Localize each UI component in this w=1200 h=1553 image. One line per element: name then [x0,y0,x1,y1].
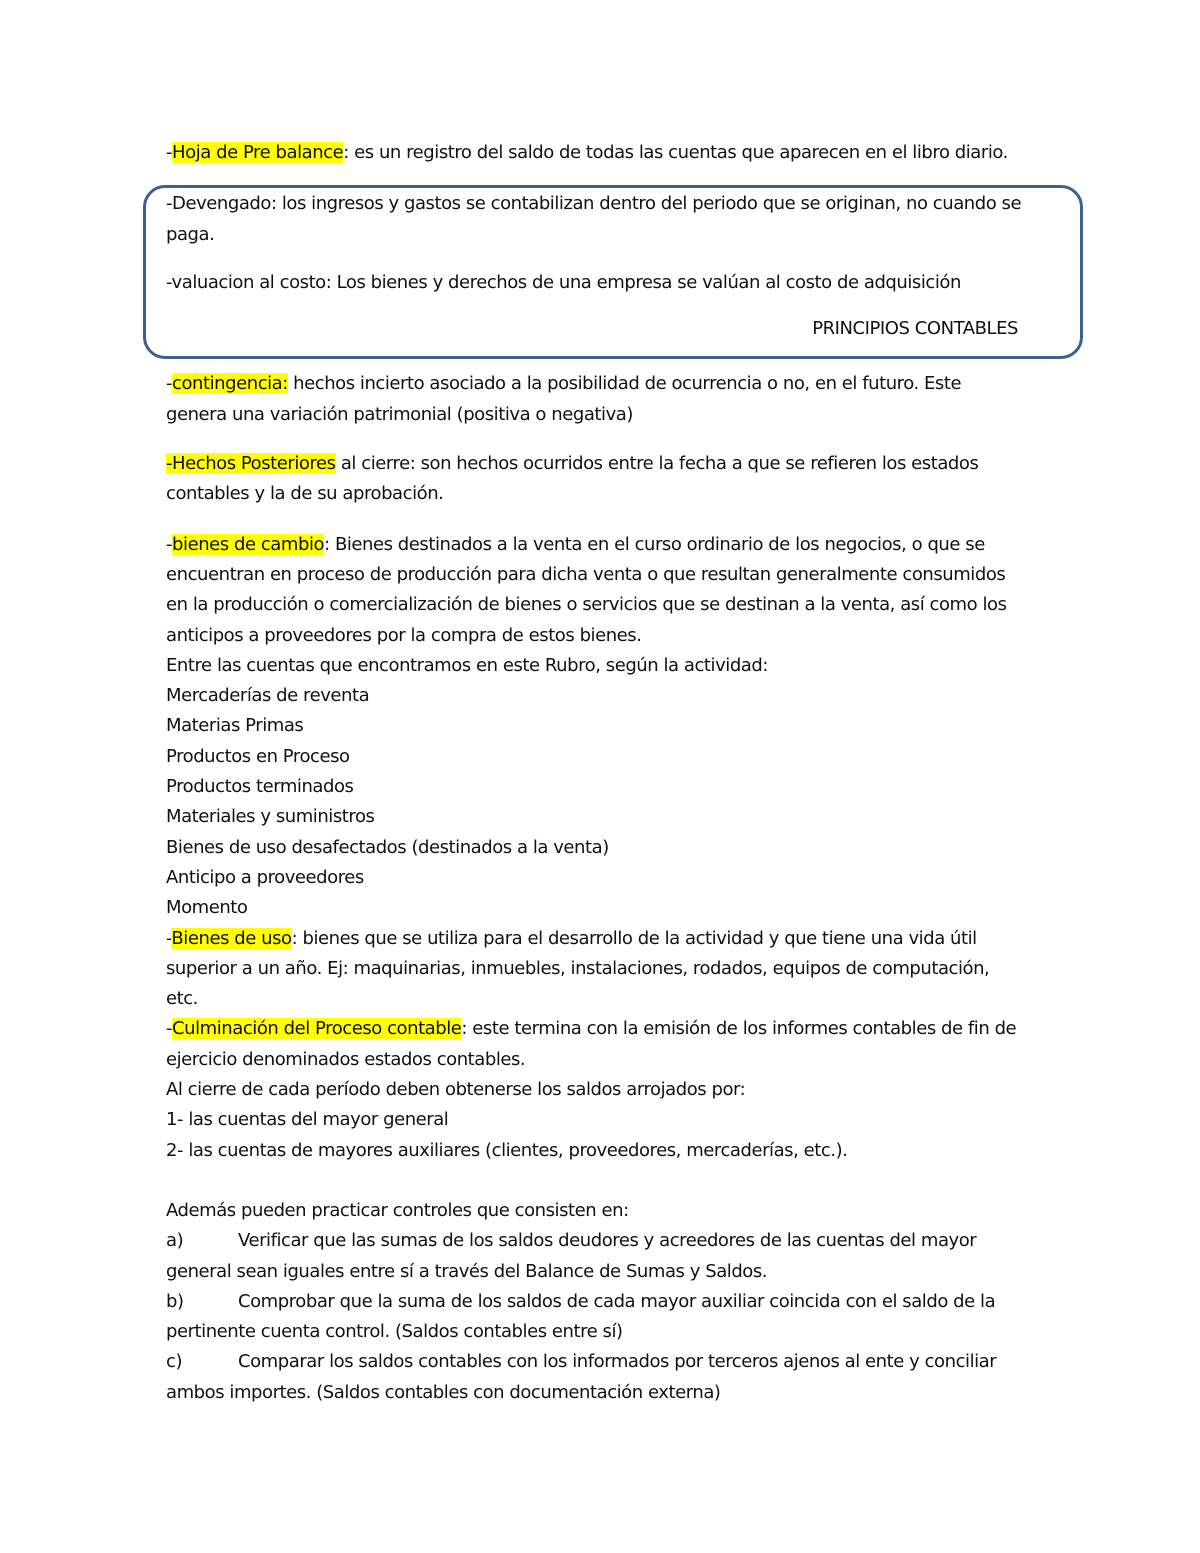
dash: - [166,373,173,394]
control-a-line-1 [166,1230,976,1252]
culminacion-line-1 [166,1018,1016,1040]
term-highlight: -Hechos Posteriores [166,453,336,474]
list-marker: b) [166,1291,184,1312]
control-text: Comparar los saldos contables con los informados por terceros ajenos al ente y conciliar [238,1351,997,1372]
dash: - [166,142,173,163]
dash: - [166,534,173,555]
principios-contables-label: PRINCIPIOS CONTABLES [812,318,1018,339]
devengado-line-1: -Devengado: los ingresos y gastos se contabilizan dentro del periodo que se originan, no cuando se [166,193,1022,214]
bienes-uso-line-2: superior a un año. Ej: maquinarias, inmuebles, instalaciones, rodados, equipos de computación, [166,958,990,979]
list-marker: c) [166,1351,183,1372]
cuenta-item: Productos terminados [166,776,354,797]
hoja-pre-balance-line [166,142,1008,164]
bienes-cambio-line-1 [166,534,985,556]
dash: - [166,1018,173,1039]
bienes-cambio-line-5: Entre las cuentas que encontramos en este Rubro, según la actividad: [166,655,768,676]
bienes-uso-line-3: etc. [166,988,198,1009]
contingencia-line-1 [166,373,961,395]
bienes-cambio-line-4: anticipos a proveedores por la compra de estos bienes. [166,625,642,646]
cuenta-item: Momento [166,897,248,918]
definition-text: : Bienes destinados a la venta en el curso ordinario de los negocios, o que se [324,534,985,555]
list-marker: a) [166,1230,184,1251]
culminacion-line-2: ejercicio denominados estados contables. [166,1049,526,1070]
valuacion-line: -valuacion al costo: Los bienes y derechos de una empresa se valúan al costo de adquisición [166,272,961,293]
term-highlight: Bienes de uso [171,928,292,949]
definition-text: hechos incierto asociado a la posibilidad de ocurrencia o no, en el futuro. Este [287,373,962,394]
hechos-line-2: contables y la de su aprobación. [166,483,444,504]
cuenta-item: Bienes de uso desafectados (destinados a la venta) [166,837,609,858]
control-text: Comprobar que la suma de los saldos de cada mayor auxiliar coincida con el saldo de la [238,1291,996,1312]
definition-text: al cierre: son hechos ocurridos entre la fecha a que se refieren los estados [335,453,979,474]
cuenta-item: Materias Primas [166,715,304,736]
definition-text: : es un registro del saldo de todas las cuentas que aparecen en el libro diario. [343,142,1008,163]
controles-intro: Además pueden practicar controles que consisten en: [166,1200,629,1221]
bienes-cambio-line-3: en la producción o comercialización de bienes o servicios que se destinan a la venta, así como los [166,594,1007,615]
term-highlight: Culminación del Proceso contable [172,1018,462,1039]
control-b-line-2: pertinente cuenta control. (Saldos contables entre sí) [166,1321,623,1342]
definition-text: : este termina con la emisión de los informes contables de fin de [461,1018,1017,1039]
culminacion-line-4: 1- las cuentas del mayor general [166,1109,449,1130]
term-highlight: contingencia: [172,373,288,394]
control-b-line-1 [166,1291,995,1313]
dash: - [166,928,172,949]
term-highlight: bienes de cambio [172,534,325,555]
definition-text: : bienes que se utiliza para el desarrollo de la actividad y que tiene una vida útil [291,928,977,949]
hechos-line-1 [166,453,978,475]
devengado-line-2: paga. [166,224,215,245]
term-highlight: Hoja de Pre balance [172,142,344,163]
control-a-line-2: general sean iguales entre sí a través del Balance de Sumas y Saldos. [166,1261,768,1282]
bienes-cambio-line-2: encuentran en proceso de producción para dicha venta o que resultan generalmente consumidos [166,564,1006,585]
cuenta-item: Mercaderías de reventa [166,685,370,706]
cuenta-item: Anticipo a proveedores [166,867,364,888]
cuenta-item: Materiales y suministros [166,806,375,827]
cuenta-item: Productos en Proceso [166,746,350,767]
bienes-uso-line-1 [166,928,977,950]
control-text: Verificar que las sumas de los saldos deudores y acreedores de las cuentas del mayor [238,1230,977,1251]
contingencia-line-2: genera una variación patrimonial (positiva o negativa) [166,404,633,425]
culminacion-line-5: 2- las cuentas de mayores auxiliares (clientes, proveedores, mercaderías, etc.). [166,1140,848,1161]
culminacion-line-3: Al cierre de cada período deben obtenerse los saldos arrojados por: [166,1079,746,1100]
control-c-line-1 [166,1351,996,1373]
control-c-line-2: ambos importes. (Saldos contables con documentación externa) [166,1382,721,1403]
